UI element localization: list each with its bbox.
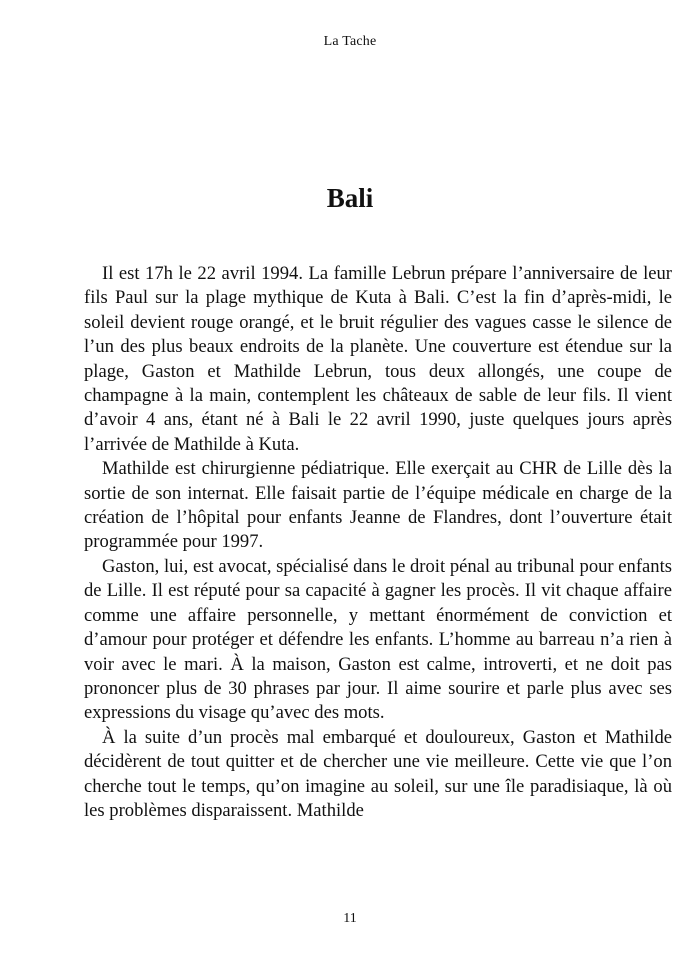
paragraph: À la suite d’un procès mal embarqué et douloureux, Gaston et Mathilde décidèrent de tout quitter et de chercher une vie meilleure. Cette vie que l’on cherche tout le temps, qu’on imagine au soleil, sur une île paradisiaque, là où les problèmes disparaissent. Mathilde (84, 726, 672, 821)
chapter-title: Bali (326, 183, 374, 213)
paragraph: Gaston, lui, est avocat, spécialisé dans le droit pénal au tribunal pour enfants de Lille. Il est réputé pour sa capacité à gagner les procès. Il vit chaque affaire comme une affaire personnelle, y mettant énormément de conviction et d’amour pour protéger et défendre les enfants. L’homme au barreau n’a rien à voir avec le mari. À la maison, Gaston est calme, introverti, et ne doit pas prononcer plus de 30 phrases par jour. Il aime sourire et parle plus avec ses expressions du visage qu’avec des mots. (84, 555, 672, 724)
paragraph: Il est 17h le 22 avril 1994. La famille Lebrun prépare l’anniversaire de leur fils Paul sur la plage mythique de Kuta à Bali. C’est la fin d’après-midi, le soleil devient rouge orangé, et le bruit régulier des vagues casse le silence de l’un des plus beaux endroits de la planète. Une couverture est étendue sur la plage, Gaston et Mathilde Lebrun, tous deux allongés, une coupe de champagne à la main, contemplent les châteaux de sable de leur fils. Il vient d’avoir 4 ans, étant né à Bali le 22 avril 1990, juste quelques jours après l’arrivée de Mathilde à Kuta. (84, 263, 672, 455)
running-header: La Tache (323, 34, 377, 49)
paragraph: Mathilde est chirurgienne pédiatrique. Elle exerçait au CHR de Lille dès la sortie de son internat. Elle faisait partie de l’équipe médicale en charge de la création de l’hôpital pour enfants Jeanne de Flandres, dont l’ouverture était programmée pour 1997. (84, 458, 672, 553)
body-text (84, 262, 672, 823)
page-number: 11 (343, 911, 357, 926)
